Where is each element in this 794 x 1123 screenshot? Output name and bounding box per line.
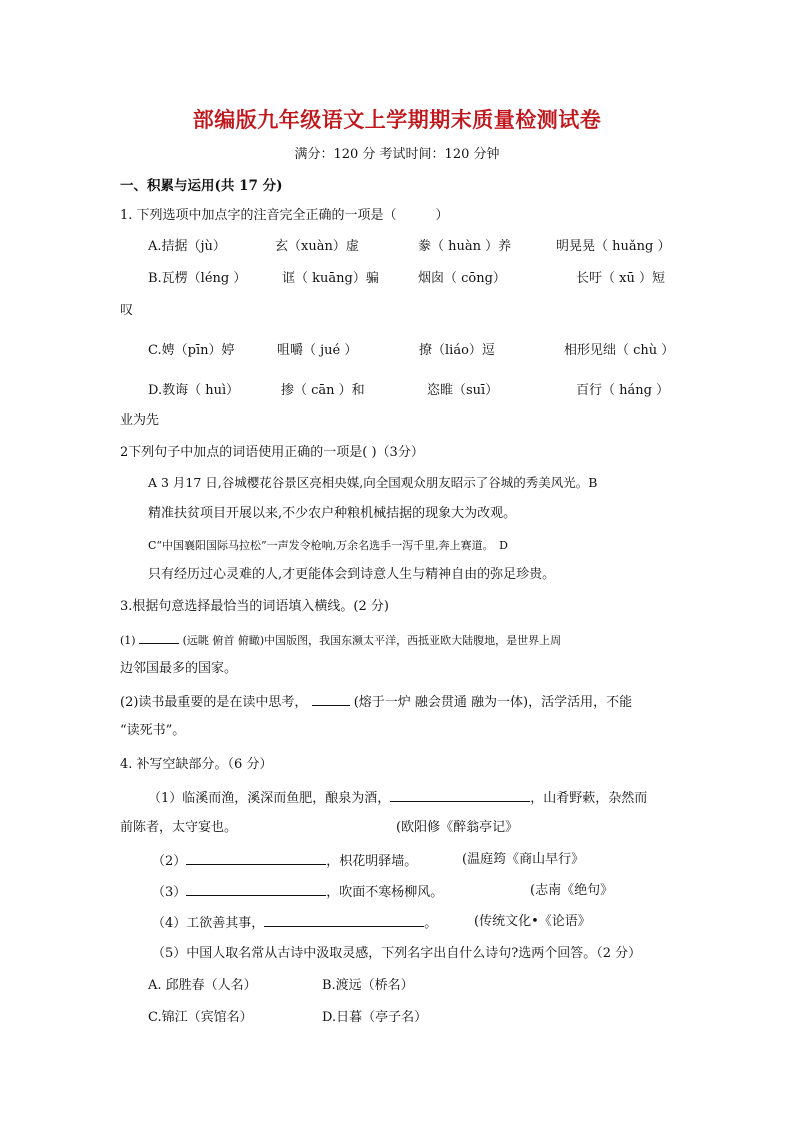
q4-option-c: C.锦江（宾馆名） (148, 1010, 253, 1025)
q1-option-a1: A.拮据（jù） (148, 239, 226, 254)
q1-option-b1: B.瓦楞（léng ） (148, 271, 247, 286)
q4-option-b: B.渡远（桥名） (322, 978, 414, 993)
q4-blank-4[interactable] (264, 913, 424, 927)
q1-option-b2: 诓（ kuāng）骗 (282, 271, 379, 286)
q1-option-c3: 撩（liáo）逗 (419, 343, 495, 358)
q4-s3-source: (志南《绝句》 (530, 883, 614, 898)
q4-s1-source: (欧阳修《醉翁亭记》 (396, 820, 519, 835)
q3-part1-text: (远眺 俯首 俯瞰)中国版图，我国东濒太平洋，西抵亚欧大陆腹地，是世界上周 (182, 634, 562, 647)
q4-sentence-4 (152, 913, 437, 933)
exam-title: 部编版九年级语文上学期期末质量检测试卷 (192, 107, 602, 132)
q1-option-b4: 长吁（ xū ）短 (576, 271, 665, 286)
q1-option-c4: 相形见绌（ chù ） (564, 343, 675, 358)
q4-option-d: D.日暮（亭子名） (322, 1010, 428, 1025)
q3-part1-number: (1) (120, 634, 136, 647)
section-heading: 一、积累与运用(共 17 分) (120, 178, 283, 194)
q1-option-a4: 明晃晃（ huǎng ） (556, 239, 671, 254)
q4-s1-text-b: ，山肴野蔌，杂然而 (530, 791, 648, 806)
q4-s4-end: 。 (424, 916, 438, 931)
q4-s2-text: ，枳花明驿墙。 (326, 854, 418, 869)
q1-option-b3: 烟囱（ cōng） (418, 271, 506, 286)
q2-line-3: C“中国襄阳国际马拉松”一声发令枪响,万余名选手一泻千里,奔上赛道。 D (148, 539, 508, 552)
q4-s1-text-a: （1）临溪而渔，溪深而鱼肥，酿泉为酒， (148, 791, 391, 806)
q3-stem: 3.根据句意选择最恰当的词语填入横线。(2 分) (120, 599, 389, 614)
q4-sentence-2 (152, 851, 417, 871)
q1-option-b-cont: 叹 (120, 303, 134, 318)
q1-option-a2: 玄（xuàn）虚 (275, 239, 359, 254)
q1-option-c2: 咀嚼（ jué ） (277, 343, 358, 358)
q4-stem: 4. 补写空缺部分。（6 分） (120, 757, 273, 772)
q3-part1-cont: 边邻国最多的国家。 (120, 661, 238, 676)
q1-option-d3: 恣睢（suī） (427, 383, 499, 398)
q3-blank-1[interactable] (139, 630, 179, 644)
q4-s2-num: （2） (152, 854, 187, 869)
q4-s2-source: (温庭筠《商山早行》 (462, 852, 585, 867)
q2-line-2: 精准扶贫项目开展以来,不少农户种粮机械拮据的现象大为改观。 (148, 506, 517, 521)
q4-blank-2[interactable] (186, 851, 326, 865)
q3-part2-text-a: (2)读书最重要的是在读中思考， (120, 695, 308, 710)
q4-s1-cont: 前陈者，太守宴也。 (120, 820, 238, 835)
q1-option-d-cont: 业为先 (120, 413, 160, 428)
q4-blank-1[interactable] (390, 788, 530, 802)
q1-stem: 1. 下列选项中加点字的注音完全正确的一项是（ ） (120, 208, 449, 223)
q4-option-a: A. 邱胜春（人名） (148, 978, 257, 993)
q3-part2-text-b: (熔于一炉 融会贯通 融为一体)，活学活用，不能 (353, 695, 633, 710)
q4-blank-3[interactable] (186, 882, 326, 896)
q4-s3-text: ，吹面不寒杨柳风。 (326, 885, 444, 900)
q1-option-a3: 豢（ huàn ）养 (418, 239, 512, 254)
q1-option-d4: 百行（ háng ） (576, 383, 670, 398)
q3-part1 (120, 630, 561, 650)
q1-option-d2: 掺（ cān ）和 (281, 383, 365, 398)
q3-part2-cont: “读死书”。 (120, 723, 186, 738)
q3-blank-2[interactable] (312, 692, 350, 706)
q4-sentence-5: （5）中国人取名常从古诗中汲取灵感，下列名字出自什么诗句?选两个回答。（2 分） (152, 946, 642, 961)
q4-sentence-3 (152, 882, 443, 902)
q4-s4-text: （4）工欲善其事， (152, 916, 265, 931)
q4-s4-source: (传统文化•《论语》 (474, 914, 591, 929)
q3-part2 (120, 692, 632, 712)
q2-line-1: A 3 月17 日,谷城樱花谷景区亮相央媒,向全国观众朋友昭示了谷城的秀美风光。B (148, 475, 598, 490)
q4-s3-num: （3） (152, 885, 187, 900)
exam-subtitle: 满分：120 分 考试时间：120 分钟 (294, 147, 500, 162)
q1-option-d1: D.教诲（ huì） (148, 383, 240, 398)
q2-stem: 2下列句子中加点的词语使用正确的一项是( )（3分） (120, 445, 424, 460)
q2-line-4: 只有经历过心灵难的人,才更能体会到诗意人生与精神自由的弥足珍贵。 (148, 567, 556, 582)
q4-sentence-1 (148, 788, 647, 808)
q1-option-c1: C.娉（pīn）婷 (148, 343, 235, 358)
